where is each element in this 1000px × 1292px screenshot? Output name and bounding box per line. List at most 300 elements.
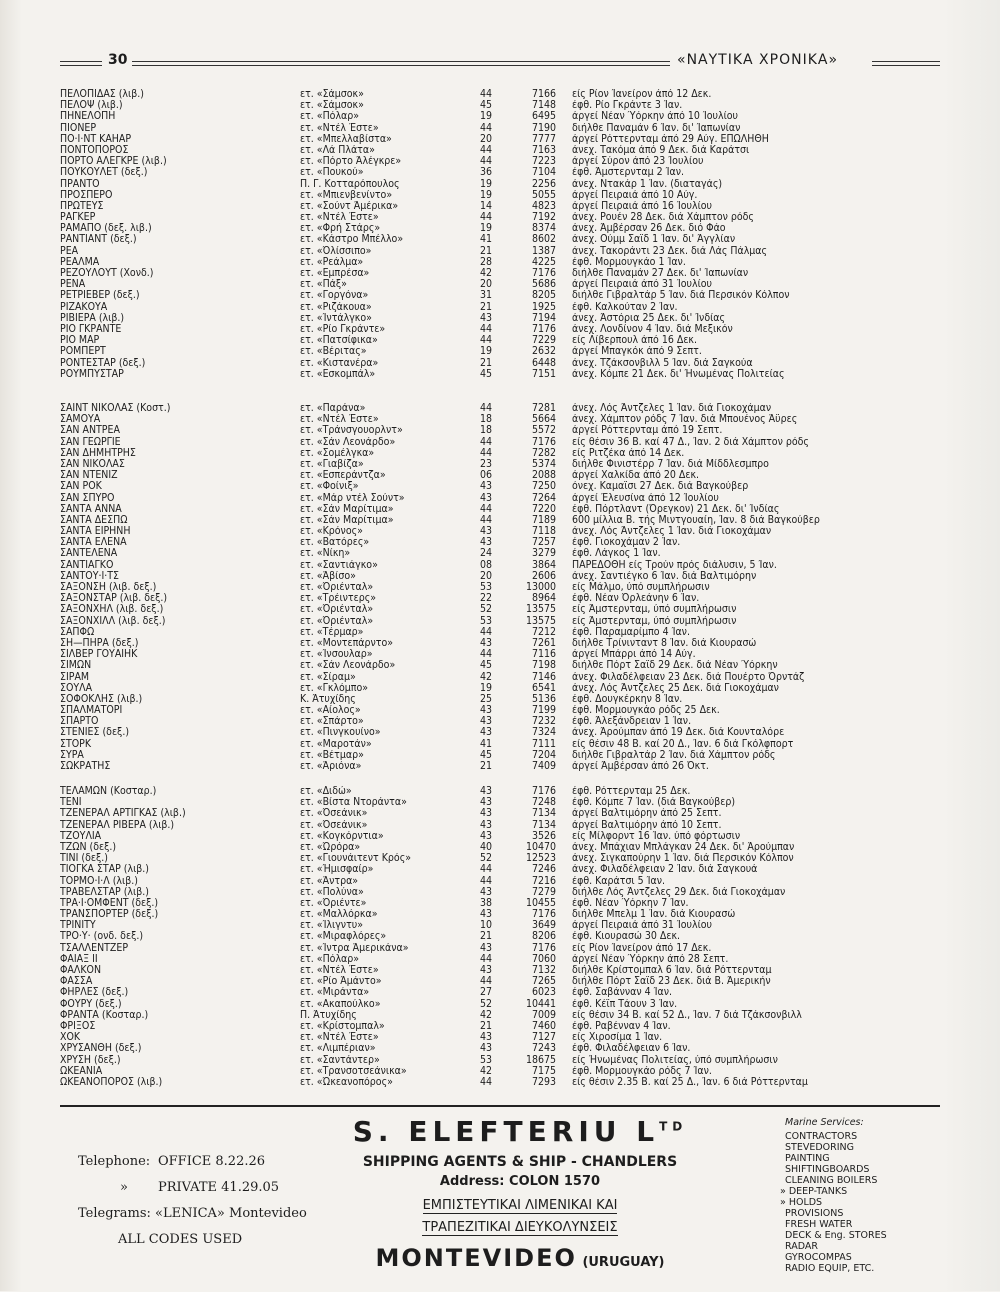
ship-row <box>60 190 940 201</box>
owner: ετ. «Πόλαρ» <box>300 111 360 123</box>
tonnage: 7176 <box>531 323 556 335</box>
ship-row <box>60 716 940 727</box>
owner: ετ. «Κάστρο Μπέλλο» <box>300 234 404 246</box>
year: 43 <box>479 797 492 809</box>
ship-name: ΡΕΝΑ <box>60 279 86 291</box>
ship-name: ΣΑΝΤΑ ΕΛΕΝΑ <box>60 537 127 549</box>
ad-service-item: DECK & Eng. STORES <box>785 1230 887 1241</box>
tonnage: 5136 <box>531 693 556 705</box>
owner: ετ. «Βατόρες» <box>300 537 370 549</box>
ad-service-item: PROVISIONS <box>785 1208 844 1219</box>
owner: ετ. «Ρίο Άμάντο» <box>300 976 382 988</box>
ship-name: ΡΕΑ <box>60 245 79 257</box>
ship-row <box>60 853 940 864</box>
position: είς Ρίον Ίανείρον άπό 17 Δεκ. <box>572 942 712 954</box>
owner: ετ. «Ντέλ Έστε» <box>300 1032 379 1044</box>
year: 43 <box>479 716 492 728</box>
owner: ετ. «Γιαβίζα» <box>300 458 364 470</box>
owner: ετ. «Βέριτας» <box>300 346 367 358</box>
owner: ετ. «Όριένταλ» <box>300 604 374 616</box>
ship-name: ΠΙΟΝΕΡ <box>60 122 97 134</box>
owner: Κ. Άτυχίδης <box>300 693 356 705</box>
ad-telegrams: Telegrams: «LENICA» Montevideo <box>78 1206 307 1221</box>
year: 43 <box>479 808 492 820</box>
ship-row <box>60 448 940 459</box>
owner: ετ. «Όριένταλ» <box>300 582 374 593</box>
tonnage: 7293 <box>531 1076 556 1088</box>
ship-name: ΡΙΟ ΜΑΡ <box>60 335 100 347</box>
ship-name: ΩΚΕΑΝΙΑ <box>60 1065 103 1077</box>
position: έφθ. Λάγκος 1 Ίαν. <box>572 548 661 560</box>
year: 52 <box>479 853 492 865</box>
year: 44 <box>479 864 492 876</box>
ship-row <box>60 705 940 716</box>
ship-name: ΠΗΝΕΛΟΠΗ <box>60 111 116 123</box>
advertisement <box>60 1105 940 1292</box>
owner: Π. Άτυχίδης <box>300 1009 357 1021</box>
position: έφθ. Άλεξάνδρειαν 1 Ίαν. <box>572 716 692 728</box>
ship-name: ΤΖΕΝΕΡΑΛ ΑΡΤΙΓΚΑΣ (λιβ.) <box>60 808 186 820</box>
ship-name: ΣΑΝ ΔΗΜΗΤΡΗΣ <box>60 447 136 459</box>
position: έφθ. Φιλαδέλφειαν 6 Ίαν. <box>572 1043 691 1055</box>
position: έφθ. Μορμουγκάο ρόδς 25 Δεκ. <box>572 705 720 717</box>
owner: ετ. «Ρεάλμα» <box>300 256 364 268</box>
tonnage: 7261 <box>531 637 556 649</box>
tonnage: 7204 <box>531 749 556 761</box>
year: 43 <box>479 965 492 976</box>
owner: ετ. «Μπελλαβίστα» <box>300 133 392 145</box>
position: άργεί Έλευσίνα άπό 12 Ίουλίου <box>572 492 719 504</box>
owner: ετ. «Μοντεπάρντο» <box>300 637 393 649</box>
owner: ετ. «Ντέλ Έστε» <box>300 122 379 134</box>
year: 43 <box>479 637 492 649</box>
year: 44 <box>479 403 492 414</box>
owner: ετ. «Σούντ Άμέρικα» <box>300 200 399 212</box>
year: 43 <box>479 786 492 797</box>
ad-greek-line-1-text: ΕΜΠΙΣΤΕΥΤΙΚΑΙ ΛΙΜΕΝΙΚΑΙ ΚΑΙ <box>422 1198 618 1213</box>
ship-name: ΡΑΝΤΙΑΝΤ (δεξ.) <box>60 234 137 246</box>
ship-name: ΤΕΛΑΜΩΝ (Κοσταρ.) <box>60 786 157 797</box>
tonnage: 7198 <box>531 660 556 672</box>
ship-row <box>60 481 940 492</box>
ship-row <box>60 604 940 615</box>
tonnage: 7216 <box>531 875 556 887</box>
year: 44 <box>479 144 492 156</box>
ship-row <box>60 369 940 380</box>
owner: ετ. «Ίντρα Άμερικάνα» <box>300 942 409 954</box>
position: είς Μίλφορντ 16 Ίαν. ύπό φόρτωσιν <box>572 830 741 842</box>
tonnage: 7151 <box>531 368 556 380</box>
tonnage: 2256 <box>531 178 556 190</box>
ship-row <box>60 954 940 965</box>
ad-greek-line-1 <box>325 1198 715 1214</box>
owner: ετ. «Κιστανέρα» <box>300 357 379 369</box>
ship-row <box>60 425 940 436</box>
ship-name: ΡΙΒΙΕΡΑ (λιβ.) <box>60 312 125 324</box>
year: 24 <box>479 548 492 560</box>
position: είς θέσιν 48 Β. καί 20 Δ., Ίαν. 6 διά Γκόλφπορτ <box>572 738 794 750</box>
ship-name: ΠΡΑΝΤΟ <box>60 178 100 190</box>
owner: ετ. «Σαντάντερ» <box>300 1054 380 1066</box>
tonnage: 7229 <box>531 335 556 347</box>
ship-name: ΤΕΝΙ <box>60 797 82 809</box>
position: άνεχ. Λός Άντζελες 25 Δεκ. διά Γιοκοχάμαν <box>572 682 779 694</box>
owner: ετ. «Όριέντε» <box>300 897 367 909</box>
ad-private-marker: » <box>120 1180 128 1195</box>
year: 45 <box>479 660 492 672</box>
position: ΠΑΡΕΔΟΘΗ είς Τρούν πρός διάλυσιν, 5 Ίαν. <box>572 559 777 571</box>
tonnage: 7009 <box>531 1009 556 1021</box>
ship-name: ΣΠΑΡΤΟ <box>60 716 99 728</box>
tonnage: 3649 <box>531 920 556 932</box>
year: 44 <box>479 122 492 134</box>
owner: ετ. «Γιουνάιτεντ Κρός» <box>300 853 412 865</box>
ship-row <box>60 234 940 245</box>
ship-row <box>60 414 940 425</box>
ship-name: ΣΑΝ ΝΤΕΝΙΖ <box>60 470 118 482</box>
position: 600 μίλλια Β. τής Μιντγουαίη, Ίαν. 8 διά Βαγκούβερ <box>572 514 820 526</box>
year: 52 <box>479 604 492 616</box>
ship-row <box>60 156 940 167</box>
tonnage: 7192 <box>531 212 556 224</box>
position: διήλθε Μπελμ 1 Ίαν. διά Κιουρασώ <box>572 909 736 921</box>
owner: ετ. «Άντρα» <box>300 875 359 887</box>
position: έφθ. Μορμουγκάο 1 Ίαν. <box>572 256 686 268</box>
year: 31 <box>479 290 492 302</box>
ad-company-name <box>325 1115 715 1148</box>
ship-row <box>60 976 940 987</box>
year: 44 <box>479 447 492 459</box>
position: άνεχ. Ρουέν 28 Δεκ. διά Χάμπτον ρόδς <box>572 212 754 224</box>
ship-row <box>60 145 940 156</box>
tonnage: 10455 <box>525 897 556 909</box>
owner: ετ. «Πάξ» <box>300 279 347 291</box>
ship-list-group-2 <box>60 403 940 772</box>
tonnage: 7132 <box>531 965 556 976</box>
owner: ετ. «Όσεάνικ» <box>300 808 368 820</box>
position: διήλθε Τρίνινταντ 8 Ίαν. διά Κιουρασώ <box>572 637 757 649</box>
page-left-edge <box>0 0 22 1291</box>
ad-services-list <box>780 1131 940 1274</box>
owner: ετ. «Νίκη» <box>300 548 351 560</box>
owner: ετ. «Πόρτο Άλέγκρε» <box>300 156 402 168</box>
position: διήλθε Γιβραλτάρ 5 Ίαν. διά Περσικόν Κόλπον <box>572 290 790 302</box>
position: είς Λίβερπουλ άπό 16 Δεκ. <box>572 335 697 347</box>
position: έφθ. Ραβένναν 4 Ίαν. <box>572 1020 671 1032</box>
year: 21 <box>479 1020 492 1032</box>
ship-name: ΡΕΤΡΙΕΒΕΡ (δεξ.) <box>60 290 140 302</box>
position: όνεχ. Καμαΐσι 27 Δεκ. διά Βαγκούβερ <box>572 481 749 493</box>
year: 44 <box>479 89 492 100</box>
owner: ετ. «Βέτμαρ» <box>300 749 364 761</box>
tonnage: 7163 <box>531 144 556 156</box>
ad-service-item: » HOLDS <box>780 1197 823 1208</box>
tonnage: 13000 <box>525 582 556 593</box>
year: 43 <box>479 481 492 493</box>
ship-row <box>60 324 940 335</box>
position: άργεί Χαλκίδα άπό 20 Δεκ. <box>572 470 700 482</box>
owner: ετ. «Ίλιγντυ» <box>300 920 363 932</box>
year: 21 <box>479 245 492 257</box>
ship-name: ΧΡΥΣΗ (δεξ.) <box>60 1054 121 1066</box>
tonnage: 7264 <box>531 492 556 504</box>
ship-name: ΣΑΝΤΟΥ·Ι·ΤΣ <box>60 570 119 582</box>
owner: ετ. «Γοργόνα» <box>300 290 369 302</box>
ship-row <box>60 313 940 324</box>
ship-name: ΠΕΛΟΨ (λιβ.) <box>60 100 123 112</box>
owner: ετ. «Παράνα» <box>300 403 366 414</box>
tonnage: 3864 <box>531 559 556 571</box>
ship-name: ΤΡΑ·Ι·ΟΜΦΕΝΤ (δεξ.) <box>60 897 159 909</box>
position: άνεχ. Ούμμ Σαΐδ 1 Ίαν. δι' Άγγλίαν <box>572 234 736 246</box>
tonnage: 7166 <box>531 89 556 100</box>
tonnage: 7199 <box>531 705 556 717</box>
owner: ετ. «Σάν Λεονάρδο» <box>300 436 396 448</box>
tonnage: 5664 <box>531 414 556 426</box>
position: άνεχ. Χάμπτον ρόδς 7 Ίαν. διά Μπουένος Άϋρες <box>572 414 798 426</box>
ship-name: ΡΕΖΟΥΛΟΥΤ (Χονδ.) <box>60 268 154 279</box>
ship-row <box>60 672 940 683</box>
ship-row <box>60 1021 940 1032</box>
ship-row <box>60 459 940 470</box>
ad-services-title: Marine Services: <box>785 1117 864 1128</box>
ship-name: ΠΟΥΚΟΥΛΕΤ (δεξ.) <box>60 167 148 179</box>
ship-row <box>60 212 940 223</box>
ad-company-name-text: S. ELEFTERIU L <box>352 1115 660 1148</box>
year: 19 <box>479 223 492 235</box>
ship-name: ΡΟΝΤΕΣΤΑΡ (δεξ.) <box>60 357 146 369</box>
position: είς θέσιν 36 Β. καί 47 Δ., Ίαν. 2 διά Χάμπτον ρόδς <box>572 436 809 448</box>
ship-name: ΣΑΜΟΥΑ <box>60 414 101 426</box>
header-rule-left <box>60 61 102 66</box>
tonnage: 7176 <box>531 786 556 797</box>
ad-service-item: FRESH WATER <box>785 1219 853 1230</box>
tonnage: 4225 <box>531 256 556 268</box>
year: 19 <box>479 178 492 190</box>
ship-row <box>60 470 940 481</box>
ship-name: ΡΑΜΑΠΟ (δεξ. λιβ.) <box>60 223 152 235</box>
ship-name: ΣΑΞΟΝΣΗ (λιβ. δεξ.) <box>60 582 157 593</box>
year: 43 <box>479 727 492 739</box>
ship-row <box>60 1032 940 1043</box>
ship-row <box>60 965 940 976</box>
owner: ετ. «Ώρόρα» <box>300 841 361 853</box>
ship-row <box>60 537 940 548</box>
year: 18 <box>479 425 492 437</box>
ship-row <box>60 1010 940 1021</box>
ship-row <box>60 887 940 898</box>
ship-name: ΣΑΝΤΕΛΕΝΑ <box>60 548 118 560</box>
ship-row <box>60 660 940 671</box>
year: 21 <box>479 357 492 369</box>
ship-row <box>60 223 940 234</box>
tonnage: 4823 <box>531 200 556 212</box>
ship-name: ΣΤΕΝΙΕΣ (δεξ.) <box>60 727 130 739</box>
position: διήλθε Παναμάν 27 Δεκ. δι' Ίαπωνίαν <box>572 268 749 279</box>
tonnage: 3279 <box>531 548 556 560</box>
page-number: 30 <box>108 52 128 68</box>
year: 22 <box>479 593 492 605</box>
page-header <box>60 52 940 74</box>
ad-service-item: PAINTING <box>785 1153 830 1164</box>
position: άργεί Πειραιά άπό 31 Ίουλίου <box>572 279 713 291</box>
year: 38 <box>479 897 492 909</box>
ship-row <box>60 346 940 357</box>
position: άνεχ. Τζάκσονβιλλ 5 Ίαν. διά Σαγκούα <box>572 357 753 369</box>
year: 23 <box>479 458 492 470</box>
tonnage: 7190 <box>531 122 556 134</box>
owner: ετ. «Ρίο Γκράντε» <box>300 323 386 335</box>
ship-name: ΣΙΛΒΕΡ ΓΟΥΑΙΗΚ <box>60 649 138 661</box>
year: 20 <box>479 133 492 145</box>
owner: ετ. «Κρίστομπαλ» <box>300 1020 385 1032</box>
owner: ετ. «Εσπεράντζα» <box>300 470 386 482</box>
tonnage: 7104 <box>531 167 556 179</box>
ship-row <box>60 727 940 738</box>
ad-city-text: MONTEVIDEO <box>375 1244 577 1272</box>
tonnage: 7212 <box>531 626 556 638</box>
ship-row <box>60 179 940 190</box>
position: είς Ρίον Ίανείρον άπό 12 Δεκ. <box>572 89 712 100</box>
ship-name: ΡΕΑΛΜΑ <box>60 256 100 268</box>
ship-row <box>60 638 940 649</box>
ship-name: ΣΑΞΟΝΧΙΛΛ (λιβ. δεξ.) <box>60 615 166 627</box>
ship-name: ΤΖΩΝ (δεξ.) <box>60 841 117 853</box>
ship-name: ΦΑΛΚΟΝ <box>60 965 102 976</box>
ship-row <box>60 616 940 627</box>
position: έφθ. Σαβάνναν 4 Ίαν. <box>572 987 672 999</box>
year: 41 <box>479 738 492 750</box>
tonnage: 7176 <box>531 942 556 954</box>
ship-name: ΣΙΡΑΜ <box>60 671 90 683</box>
owner: Π. Γ. Κοτταρόπουλος <box>300 178 400 190</box>
year: 28 <box>479 256 492 268</box>
position: άνεχ. Κόμπε 21 Δεκ. δι' Ήνωμένας Πολιτείας <box>572 368 785 380</box>
position: άνεχ. Φιλαδέλφειαν 23 Δεκ. διά Πουέρτο Όρντάζ <box>572 671 805 683</box>
owner: ετ. «Φοίνιξ» <box>300 481 359 493</box>
header-rule-middle <box>132 61 670 66</box>
tonnage: 7146 <box>531 671 556 683</box>
ad-service-item: GYROCOMPAS <box>785 1252 852 1263</box>
ship-name: ΣΗ—ΠΗΡΑ (δεξ.) <box>60 637 139 649</box>
ship-row <box>60 876 940 887</box>
position: έφθ. Πόρτλαντ (Όρεγκον) 21 Δεκ. δι' Ίνδίας <box>572 503 780 515</box>
ship-row <box>60 739 940 750</box>
owner: ετ. «Μιραφλόρες» <box>300 931 387 943</box>
year: 42 <box>479 1009 492 1021</box>
position: έφθ. Μορμουγκάο ρόδς 7 Ίαν. <box>572 1065 712 1077</box>
tonnage: 5572 <box>531 425 556 437</box>
ship-name: ΦΑΣΣΑ <box>60 976 93 988</box>
owner: ετ. «Βίστα Ντοράντα» <box>300 797 407 809</box>
year: 20 <box>479 279 492 291</box>
position: είς θέσιν 2.35 Β. καί 25 Δ., Ίαν. 6 διά Ρόττερνταμ <box>572 1076 808 1088</box>
ship-row <box>60 560 940 571</box>
ship-name: ΣΑΝ ΓΕΩΡΓΙΕ <box>60 436 121 448</box>
ship-row <box>60 683 940 694</box>
owner: ετ. «Εσκομπάλ» <box>300 368 376 380</box>
year: 43 <box>479 492 492 504</box>
ship-row <box>60 246 940 257</box>
ship-row <box>60 134 940 145</box>
year: 42 <box>479 671 492 683</box>
ship-row <box>60 694 940 705</box>
ship-name: ΦΡΙΞΟΣ <box>60 1020 96 1032</box>
owner: ετ. «Όλίσσιπο» <box>300 245 372 257</box>
position: διήλθε Παναμάν 6 Ίαν. δι' Ίαπωνίαν <box>572 122 741 134</box>
position: άργεί Μπαγκόκ άπό 9 Σεπτ. <box>572 346 702 358</box>
ship-row <box>60 1066 940 1077</box>
position: άργεί Νέαν Ύόρκην άπό 28 Σεπτ. <box>572 953 729 965</box>
owner: ετ. «Γκλόμπο» <box>300 682 369 694</box>
ship-row <box>60 111 940 122</box>
tonnage: 7148 <box>531 100 556 112</box>
ship-row <box>60 548 940 559</box>
position: είς Άμστερνταμ, ύπό συμπλήρωσιν <box>572 604 737 616</box>
tonnage: 7220 <box>531 503 556 515</box>
ship-row <box>60 1043 940 1054</box>
tonnage: 5686 <box>531 279 556 291</box>
tonnage: 7116 <box>531 649 556 661</box>
ship-name: ΤΡΑΝΣΠΟΡΤΕΡ (δεξ.) <box>60 909 159 921</box>
owner: ετ. «Πουκού» <box>300 167 364 179</box>
year: 44 <box>479 649 492 661</box>
position: άνεχ. Τακόμα άπό 9 Δεκ. διά Καράτσι <box>572 144 750 156</box>
tonnage: 7118 <box>531 526 556 538</box>
year: 44 <box>479 514 492 526</box>
ship-row <box>60 831 940 842</box>
tonnage: 10441 <box>525 998 556 1010</box>
year: 43 <box>479 886 492 898</box>
ad-service-item: RADIO EQUIP, ETC. <box>785 1263 875 1274</box>
year: 43 <box>479 819 492 831</box>
year: 06 <box>479 470 492 482</box>
tonnage: 7281 <box>531 403 556 414</box>
position: άνεχ. Άμβέρσαν 26 Δεκ. διό Φάο <box>572 223 726 235</box>
tonnage: 5374 <box>531 458 556 470</box>
owner: ετ. «Πατσίφικα» <box>300 335 378 347</box>
tonnage: 7279 <box>531 886 556 898</box>
tonnage: 7111 <box>531 738 556 750</box>
ship-row <box>60 909 940 920</box>
owner: ετ. «Ντέλ Έστε» <box>300 414 379 426</box>
ship-row <box>60 167 940 178</box>
owner: ετ. «Μάρ ντέλ Σούντ» <box>300 492 405 504</box>
year: 43 <box>479 705 492 717</box>
year: 43 <box>479 1043 492 1055</box>
tonnage: 7460 <box>531 1020 556 1032</box>
position: έφθ. Δουγκέρκην 8 Ίαν. <box>572 693 683 705</box>
ship-row <box>60 593 940 604</box>
position: έφθ. Ρίο Γκράντε 3 Ίαν. <box>572 100 683 112</box>
year: 21 <box>479 761 492 772</box>
ship-name: ΡΑΓΚΕΡ <box>60 212 96 224</box>
position: άνεχ. Φιλαδέλφειαν 2 Ίαν. διά Σαγκουά <box>572 864 758 876</box>
ship-row <box>60 750 940 761</box>
tonnage: 7282 <box>531 447 556 459</box>
year: 44 <box>479 323 492 335</box>
year: 27 <box>479 987 492 999</box>
position: άνεχ. Άστόρια 25 Δεκ. δι' Ίνδίας <box>572 312 726 324</box>
ship-name: ΤΙΟΓΚΑ ΣΤΑΡ (λιβ.) <box>60 864 149 876</box>
year: 44 <box>479 976 492 988</box>
position: είς Άμστερνταμ, ύπό συμπλήρωσιν <box>572 615 737 627</box>
year: 40 <box>479 841 492 853</box>
tonnage: 7134 <box>531 808 556 820</box>
owner: ετ. «Όσεάνικ» <box>300 819 368 831</box>
position: διήλθε Φινιστέρρ 7 Ίαν. διά Μίδδλεσμπρο <box>572 458 769 470</box>
position: έφθ. Νέαν Όρλεάνην 6 Ίαν. <box>572 593 700 605</box>
